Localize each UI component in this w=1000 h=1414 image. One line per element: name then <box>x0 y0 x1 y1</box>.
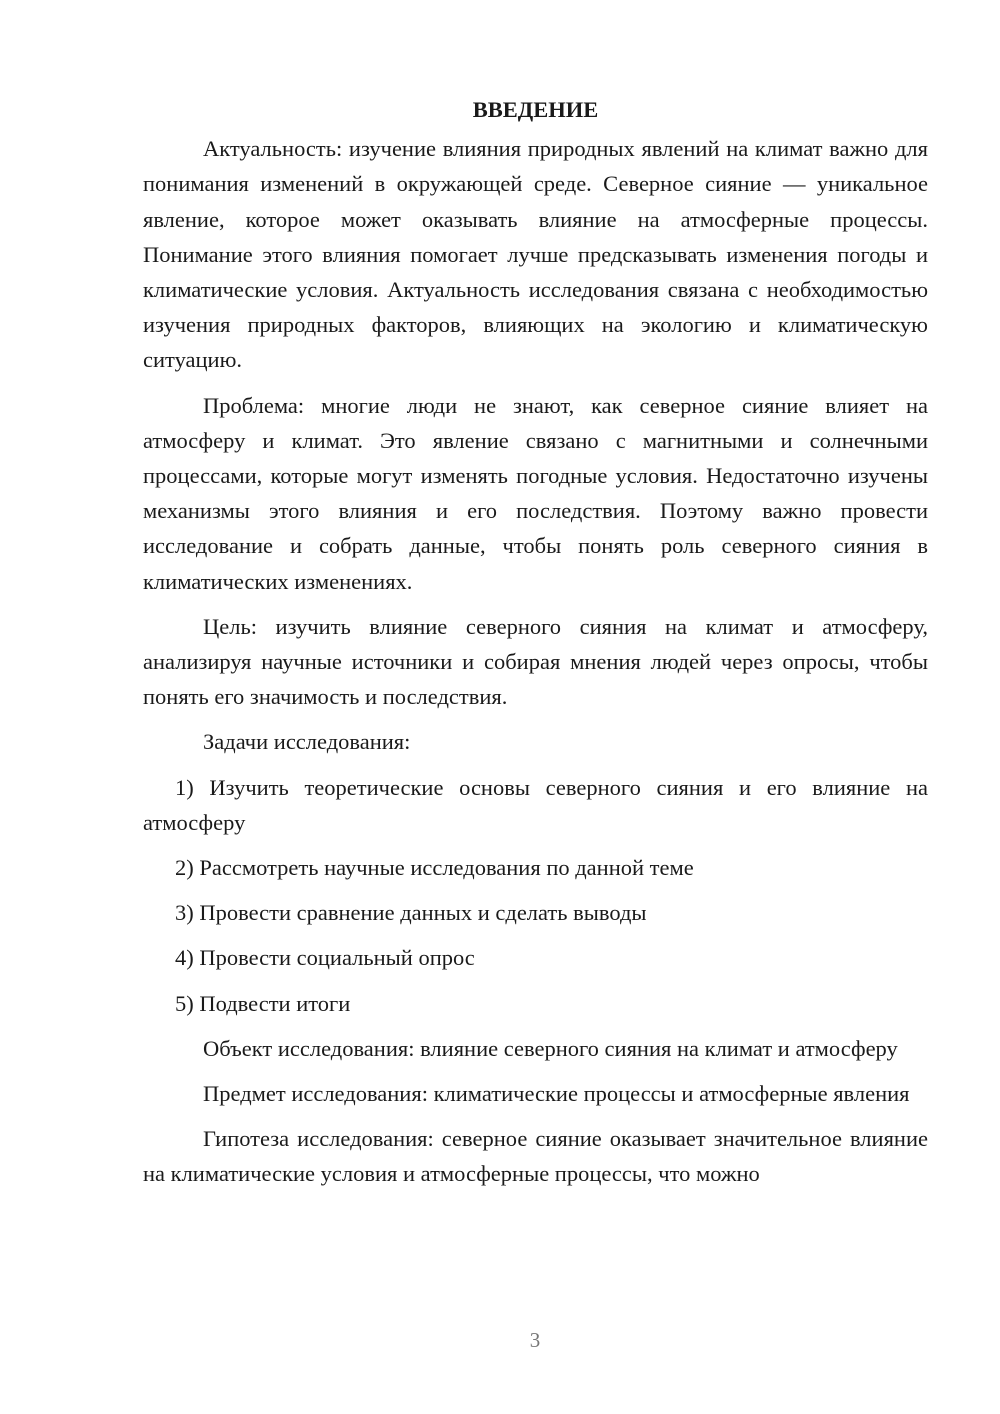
paragraph-problem: Проблема: многие люди не знают, как северное сияние влияет на атмосферу и климат. Это явление связано с магнитными и солнечными процессами, которые могут изменять погодные условия. Недостаточно изучены механизмы этого влияния и его последствия. Поэтому важно провести исследование и собрать данные, чтобы понять роль северного сияния в климатических изменениях. <box>143 392 928 594</box>
task-item-3: 3) Провести сравнение данных и сделать выводы <box>175 900 647 926</box>
paragraph-hypothesis: Гипотеза исследования: северное сияние оказывает значительное влияние на климатические условия и атмосферные процессы, что можно <box>143 1126 928 1187</box>
task-item-4: 4) Провести социальный опрос <box>175 945 475 971</box>
paragraph-object: Объект исследования: влияние северного сияния на климат и атмосферу <box>203 1035 898 1061</box>
tasks-heading: Задачи исследования: <box>203 729 411 755</box>
task-item-2: 2) Рассмотреть научные исследования по данной теме <box>175 855 694 881</box>
paragraph-relevance: Актуальность: изучение влияния природных явлений на климат важно для понимания изменений в окружающей среде. Северное сияние — уникальное явление, которое может оказывать влияние на атмосферные процессы. Понимание этого влияния помогает лучше предсказывать изменения погоды и климатические условия. Актуальность исследования связана с необходимостью изучения природных факторов, влияющих на экологию и климатическую ситуацию. <box>143 136 928 373</box>
section-title: ВВЕДЕНИЕ <box>472 97 599 122</box>
page-number: 3 <box>529 1328 541 1352</box>
task-item-1: 1) Изучить теоретические основы северного сияния и его влияние на атмосферу <box>143 774 928 835</box>
paragraph-subject: Предмет исследования: климатические процессы и атмосферные явления <box>203 1081 910 1107</box>
page-content <box>143 92 928 1202</box>
task-item-5: 5) Подвести итоги <box>175 990 351 1016</box>
paragraph-goal: Цель: изучить влияние северного сияния на климат и атмосферу, анализируя научные источники и собирая мнения людей через опросы, чтобы понять его значимость и последствия. <box>143 613 928 710</box>
